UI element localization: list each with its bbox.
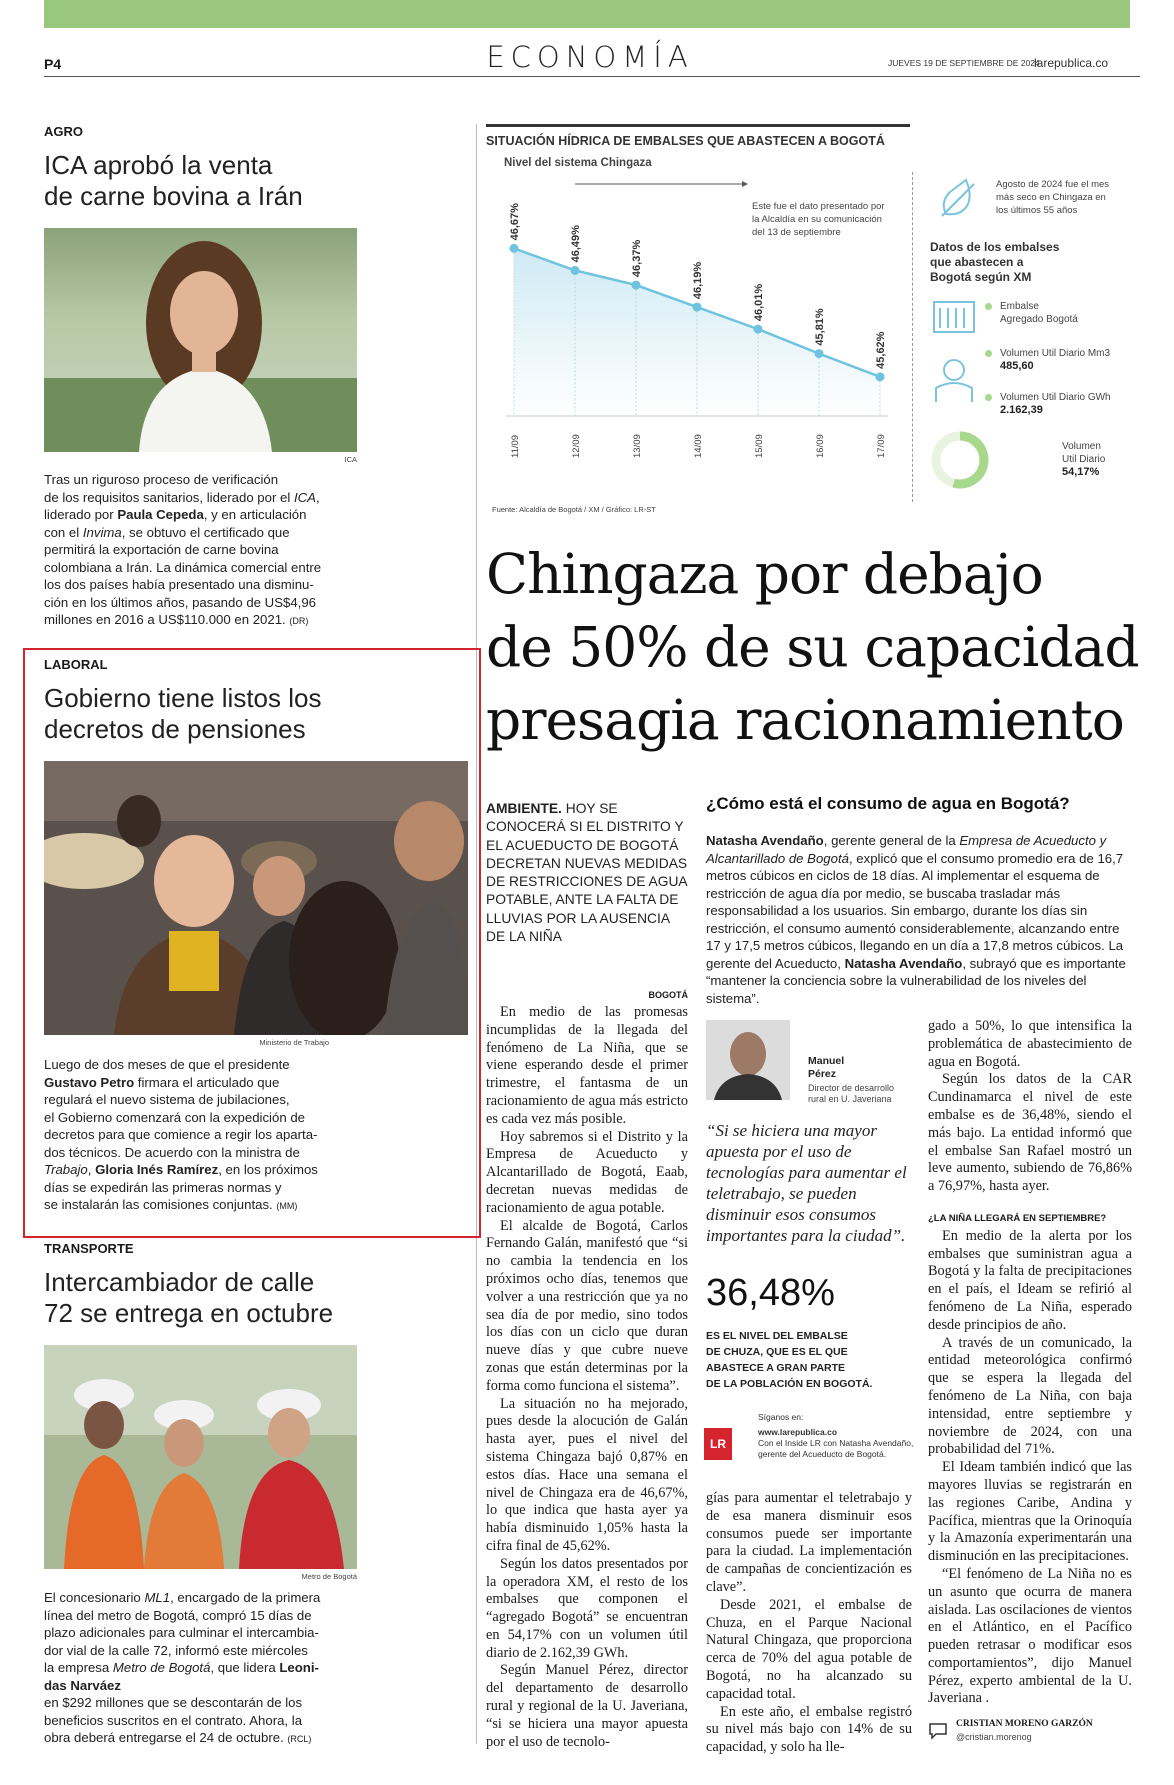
laboral-photo-credit: Ministerio de Trabajo: [259, 1038, 329, 1047]
chart-source: Fuente: Alcaldía de Bogotá / XM / Gráfico: LR-ST: [492, 505, 656, 514]
value-label: 46,37%: [631, 239, 643, 278]
chart-point: [571, 266, 580, 275]
chart-point: [510, 244, 519, 253]
laboral-kicker: LABORAL: [44, 657, 108, 672]
vol-mm3-label: Volumen Util Diario Mm3 485,60: [1000, 348, 1111, 372]
chart-side-divider: [912, 172, 913, 502]
value-label: 46,49%: [570, 225, 582, 263]
value-label: 46,01%: [753, 283, 765, 322]
agro-kicker: AGRO: [44, 124, 83, 139]
dry-month-note: Agosto de 2024 fue el mes más seco en Chingaza en los últimos 55 años: [996, 179, 1110, 216]
agro-photo: [44, 228, 357, 452]
transporte-photo: [44, 1345, 357, 1569]
main-headline: Chingaza por debajo de 50% de su capacidad presagia racionamiento: [486, 542, 1139, 752]
woman-portrait-image: [44, 228, 357, 452]
article-column-1: En medio de las promesas incumplidas de la llegada del fenómeno de La Niña, que se viene esperando desde el primer trimestre, el fantasma de un racionamiento de agua más estricto es cada vez más posible. Hoy sabremos si el Distrito y la Empresa de Acueducto y Alcantarillado de Bogotá, Eaab, decretan nuevas medidas de racionamiento de agua potable. El alcalde de Bogotá, Carlos Fernando Galán, manifestó que “si no cambia la tendencia en los próximos ocho días, tenemos que volver a una restricción que ya no sea día de por medio, sino todos los días con un ciclo que duran nueve días y que cubre nueve zonas que están determinas por la forma como funciona el sistema”. La situación no ha mejorado, pues desde la alocución de Galán hasta ayer, pues el nivel del sistema Chingaza bajó 0,87% en estos días. Hace una semana el nivel de Chingaza era de 46,67%, lo que indica que hasta ayer ya había disminuido 1,05% hasta la cifra final de 45,62%. Según los datos presentados por la operadora XM, el resto de los embalses que componen el “agregado Bogotá” se encuentran en 54,17% con un volumen útil diario de 2.162,39 GWh. Según Manuel Pérez, director del departamento de desarrollo rural y regional de la U. Javeriana, “si se hiciera una mayor apuesta por el uso de tecnolo-: [486, 1004, 688, 1750]
byline: CRISTIAN MORENO GARZÓN: [956, 1719, 1093, 1729]
volume-donut: [930, 430, 990, 490]
section-title: ECONOMÍA: [486, 40, 694, 74]
byline-handle[interactable]: @cristian.morenog: [956, 1732, 1032, 1742]
article-column-3: gado a 50%, lo que intensifica la problemática de abastecimiento de agua en Bogotá. Según los datos de la CAR Cundinamarca el nivel de este embalse es de 36,48%, siendo el más bajo. La entidad informó que el embalse San Rafael mostró un leve aumento, subiendo de 76,86% a 76,97%, hasta ayer. ¿LA NIÑA LLEGARÁ EN SEPTIEMBRE? En medio de la alerta por los embalses que suministran agua a Bogotá y la falta de precipitaciones en el país, el Ideam se refirió al fenómeno de La Niña, esperado desde principios de año. A través de un comunicado, la entidad meteorológica confirmó que se espera la llegada del fenómeno de La Niña, con baja intensidad, entre septiembre y noviembre de 2024, con una probabilidad del 71%. El Ideam también indicó que las mayores lluvias se registrarán en las regiones Caribe, Andina y Pacífica, mientras que la Orinoquía y la Amazonía experimentarán una disminución en las precipitaciones. “El fenómeno de La Niña no es un asunto que ocurra de manera aislada. Las oscilaciones de vientos en el Atlántico, en el Pacífico pueden retrasar o modificar esos comportamientos”, dijo Manuel Pérez, experto ambiental de la U. Javeriana .: [928, 1018, 1132, 1707]
manuel-perez-portrait: [706, 1020, 790, 1100]
volume-pct-label: Volumen Util Diario 54,17%: [1062, 441, 1106, 478]
page-number: P4: [44, 56, 62, 72]
story-deck: AMBIENTE. HOY SE CONOCERÁ SI EL DISTRITO Y EL ACUEDUCTO DE BOGOTÁ DECRETAN NUEVAS MEDIDAS DE RESTRICCIONES DE AGUA POTABLE, ANTE LA FALTA DE LLUVIAS POR LA AUSENCIA DE LA NIÑA: [486, 801, 688, 945]
issue-date: JUEVES 19 DE SEPTIEMBRE DE 2024: [888, 58, 1040, 68]
chuza-level-caption: ES EL NIVEL DEL EMBALSE DE CHUZA, QUE ES EL QUE ABASTECE A GRAN PARTE DE LA POBLACIÓN EN BOGOTÁ.: [706, 1330, 873, 1390]
lr-logo: LR: [704, 1428, 732, 1460]
dam-icon: [930, 296, 978, 341]
profile-role: Director de desarrollo rural en U. Javeriana: [808, 1083, 895, 1104]
laboral-body: Luego de dos meses de que el presidente Gustavo Petro firmara el articulado que regulará el nuevo sistema de jubilaciones, el Gobierno comenzará con la expedición de decretos para que comience a regir los aparta- dos técnicos. De acuerdo con la ministra de Trabajo, Gloria Inés Ramírez, en los próximos días se expedirán las primeras normas y se instalarán las comisiones conjuntas. (MM): [44, 1057, 318, 1212]
top-color-bar: [44, 0, 1130, 28]
transporte-photo-credit: Metro de Bogotá: [301, 1572, 357, 1581]
follow-promo[interactable]: Síganos en: www.larepublica.co Con el Inside LR con Natasha Avendaño, gerente del Acueducto de Bogotá.: [758, 1412, 914, 1459]
site-url[interactable]: larepublica.co: [1034, 56, 1109, 70]
story-dateline: BOGOTÁ: [648, 990, 688, 1000]
x-tick-label: 13/09: [632, 434, 643, 458]
pull-quote: “Si se hiciera una mayor apuesta por el uso de tecnologías para aumentar el teletrabajo, se pueden disminuir esos consumos importantes para la ciudad”.: [706, 1121, 907, 1245]
legend-dot: [985, 303, 992, 310]
value-label: 45,62%: [875, 331, 887, 369]
embalse-label: Embalse Agregado Bogotá: [1000, 301, 1078, 325]
chart-annotation: Este fue el dato presentado por la Alcaldía en su comunicación del 13 de septiembre: [752, 201, 885, 238]
valve-icon: [930, 354, 978, 411]
vol-gwh-label: Volumen Util Diario GWh 2.162,39: [1000, 392, 1111, 416]
transporte-kicker: TRANSPORTE: [44, 1241, 134, 1256]
value-label: 46,19%: [692, 261, 704, 300]
value-label: 45,81%: [814, 308, 826, 346]
agro-body: Tras un riguroso proceso de verificación de los requisitos sanitarios, liderado por el ICA, liderado por Paula Cepeda, y en articulación con el Invima, se obtuvo el certificado que permitirá la exportación de carne bovina colombiana a Irán. La dinámica comercial entre los dos países había presentado una disminu- ción en los últimos años, pasando de US$4,96 millones en 2016 a US$110.000 en 2021. (DR): [44, 472, 322, 627]
consumption-sidebar: Natasha Avendaño, gerente general de la Empresa de Acueducto y Alcantarillado de Bogotá, explicó que el consumo promedio era de 16,7 metros cúbicos en ciclos de 18 días. Al implementar el esquema de restricción de agua día por medio, se buscaba trasladar más responsabilidad a los usuarios. Sin embargo, durante los días sin restricción, el consumo aumentó considerablemente, alcanzando entre 17 y 17,5 metros cúbicos, llegando en un día a 17,8 metros cúbicos. La gerente del Acueducto, Natasha Avendaño, subrayó que es importante “mantener la conciencia sobre la vulnerabilidad de los niveles del sistema”.: [706, 833, 1126, 1006]
annotation-arrow: [742, 181, 748, 187]
consumption-subhead: ¿Cómo está el consumo de agua en Bogotá?: [706, 794, 1070, 813]
reservoir-data-heading: Datos de los embalses que abastecen a Bogotá según XM: [930, 240, 1060, 284]
chart-title: SITUACIÓN HÍDRICA DE EMBALSES QUE ABASTECEN A BOGOTÁ: [486, 134, 885, 148]
x-tick-label: 15/09: [754, 434, 765, 458]
laboral-title: Gobierno tiene listos los decretos de pensiones: [44, 683, 322, 744]
transporte-title: Intercambiador de calle 72 se entrega en octubre: [44, 1267, 334, 1328]
laboral-photo: [44, 761, 468, 1035]
legend-dot: [985, 350, 992, 357]
chart-top-rule: [486, 124, 910, 127]
x-tick-label: 11/09: [510, 434, 521, 458]
legend-dot: [985, 394, 992, 401]
nina-subhead: ¿LA NIÑA LLEGARÁ EN SEPTIEMBRE?: [928, 1212, 1107, 1224]
x-tick-label: 16/09: [815, 434, 826, 458]
chuza-level-number: 36,48%: [706, 1272, 835, 1314]
dry-month-icon: [936, 176, 980, 225]
agro-title: ICA aprobó la venta de carne bovina a Irán: [44, 150, 303, 211]
header-rule: [44, 76, 1140, 77]
x-tick-label: 17/09: [876, 434, 887, 458]
minister-crowd-image: [44, 761, 468, 1035]
x-tick-label: 12/09: [571, 434, 582, 458]
transporte-body: El concesionario ML1, encargado de la primera línea del metro de Bogotá, compró 15 días de plazo adicionales para culminar el intercambia- dor vial de la calle 72, informó este miércoles la empresa Metro de Bogotá, que lidera Leoni- das Narváez en $292 millones que se descontarán de los beneficios suscritos en el contrato. Ahora, la obra deberá entregarse el 24 de octubre. (RCL): [44, 1590, 321, 1745]
chart-point: [632, 281, 641, 290]
x-tick-label: 14/09: [693, 434, 704, 458]
article-column-2: gías para aumentar el teletrabajo y de esa manera disminuir esos consumos puede ser importante para la ciudad. La implementación de campañas de concientización es clave”. Desde 2021, el embalse de Chuza, en el Parque Nacional Natural Chingaza, que proporciona cerca de 70% del agua potable de Bogotá, no ha alcanzado su capacidad total. En este año, el embalse registró su nivel más bajo con 14% de su capacidad, y solo ha lle-: [706, 1490, 912, 1756]
profile-name: Manuel Pérez: [808, 1055, 845, 1080]
profile-photo: [706, 1020, 790, 1100]
chart-point: [876, 372, 885, 381]
workers-hardhats-image: [44, 1345, 357, 1569]
value-label: 46,67%: [509, 203, 521, 241]
chart-subtitle: Nivel del sistema Chingaza: [504, 157, 652, 169]
chart-point: [754, 325, 763, 334]
chat-icon: [928, 1722, 948, 1745]
chart-point: [693, 303, 702, 312]
agro-photo-credit: ICA: [344, 455, 357, 464]
chart-point: [815, 349, 824, 358]
